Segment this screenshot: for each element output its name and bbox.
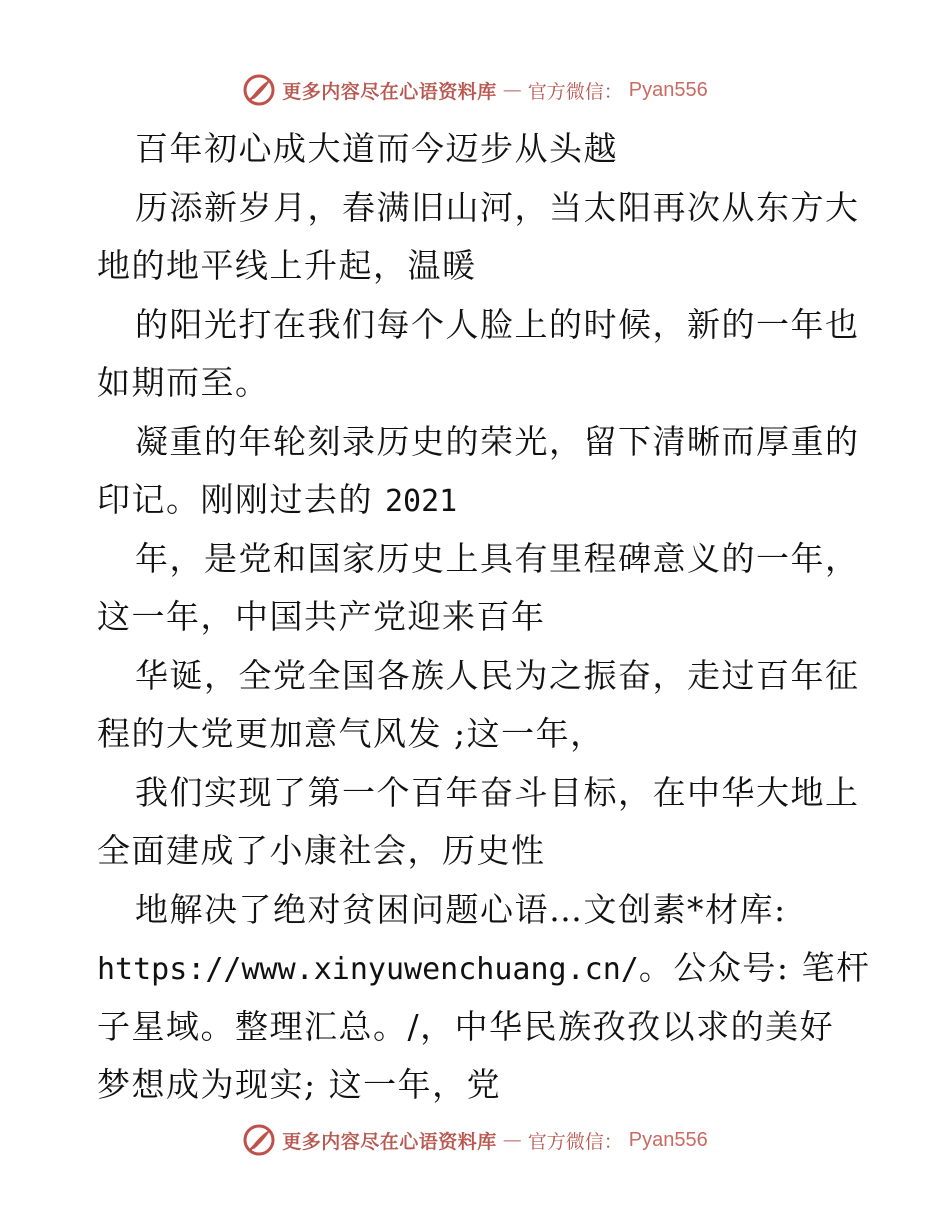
paragraph-line: 凝重的年轮刻录历史的荣光，留下清晰而厚重的 <box>135 421 860 461</box>
paragraph-line: 如期而至。 <box>97 363 270 402</box>
watermark-wechat-account: Pyan556 <box>628 78 708 101</box>
watermark-separator: — <box>502 79 522 101</box>
watermark-wechat-label: 官方微信： <box>527 1130 623 1153</box>
paragraph-line: 地解决了绝对贫困问题心语…文创素*材库: <box>135 889 787 929</box>
paragraph-line: 华诞，全党全国各族人民为之振奋，走过百年征 <box>135 655 860 695</box>
paragraph-line: 年，是党和国家历史上具有里程碑意义的一年， <box>135 538 860 578</box>
paragraph-line: 全面建成了小康社会，历史性 <box>97 831 546 870</box>
paragraph-line <box>97 471 857 530</box>
article-title: 百年初心成大道而今迈步从头越 <box>135 129 618 168</box>
paragraph-line: 程的大党更加意气风发 ;这一年， <box>97 714 605 753</box>
paragraph-line: 这一年，中国共产党迎来百年 <box>97 597 546 636</box>
paragraph-line <box>97 939 871 998</box>
watermark-separator: — <box>502 1129 522 1151</box>
paragraph-line: 梦想成为现实; 这一年，党 <box>97 1065 502 1104</box>
paragraph-line: 历添新岁月，春满旧山河，当太阳再次从东方大 <box>135 187 860 227</box>
watermark-wechat-label: 官方微信： <box>527 80 623 103</box>
year-number: 2021 <box>385 484 458 519</box>
feather-pen-logo-icon <box>242 1123 276 1157</box>
paragraph-text: 。公众号: 笔杆 <box>638 948 871 987</box>
header-watermark-banner <box>0 70 950 110</box>
paragraph-text: 印记。刚刚过去的 <box>97 480 385 519</box>
article-body <box>97 120 871 1115</box>
feather-pen-logo-icon <box>242 73 276 107</box>
footer-watermark-banner <box>0 1120 950 1160</box>
watermark-wechat-account: Pyan556 <box>628 1128 708 1151</box>
paragraph-line: 地的地平线上升起，温暖 <box>97 246 477 285</box>
paragraph-line: 的阳光打在我们每个人脸上的时候，新的一年也 <box>135 304 860 344</box>
watermark-brand-text: 更多内容尽在心语资料库 <box>282 80 497 103</box>
paragraph-line: 我们实现了第一个百年奋斗目标，在中华大地上 <box>135 772 860 812</box>
watermark-brand-text: 更多内容尽在心语资料库 <box>282 1130 497 1153</box>
website-url-text: https://www.xinyuwenchuang.cn/ <box>97 952 639 987</box>
paragraph-line: 子星域。整理汇总。/，中华民族孜孜以求的美好 <box>97 1006 835 1046</box>
